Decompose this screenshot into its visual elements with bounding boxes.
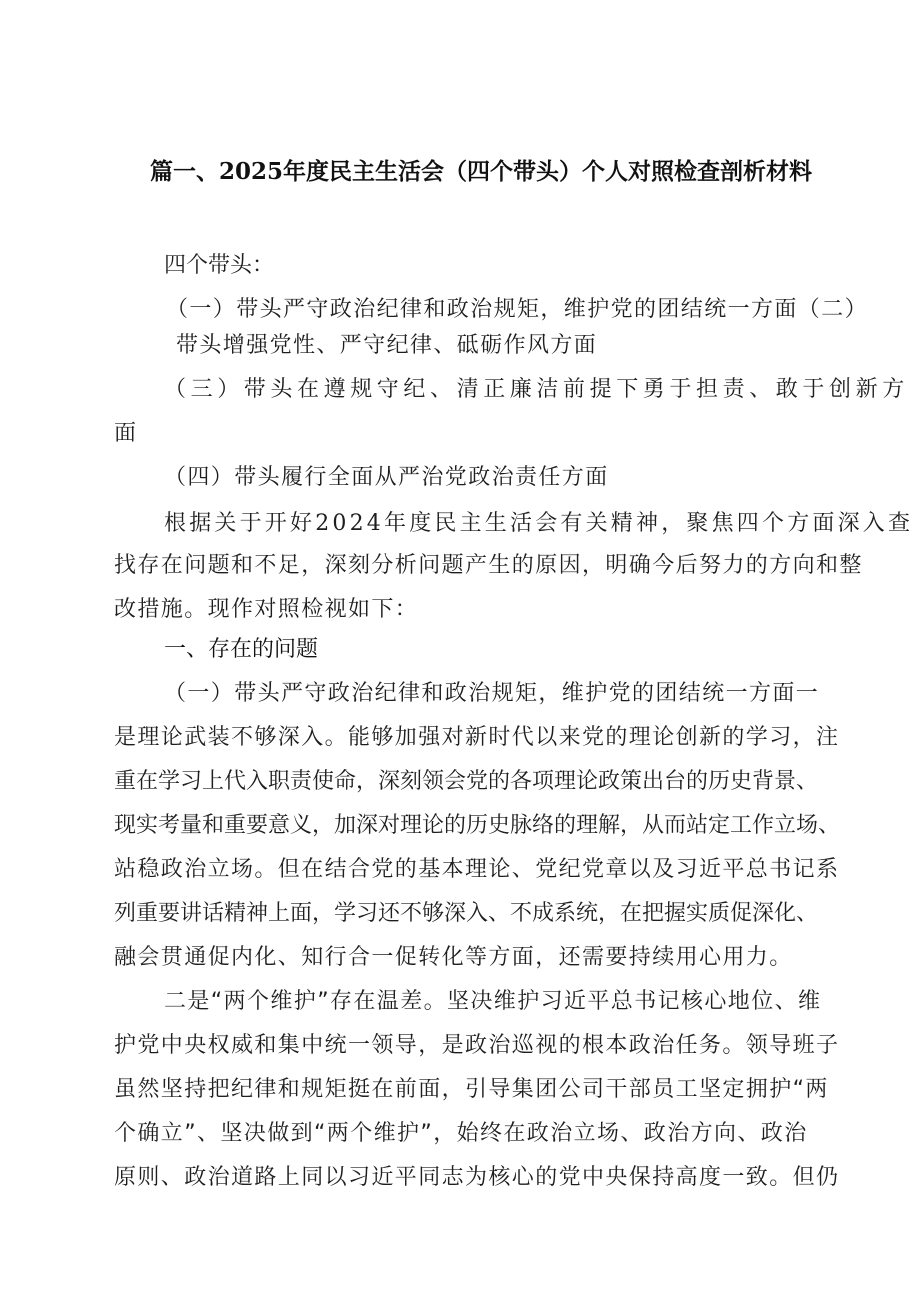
document-title: 篇一、2025年度民主生活会（四个带头）个人对照检查剖析材料	[150, 158, 813, 185]
section-1-p2-line-5: 原则、政治道路上同以习近平同志为核心的党中央保持高度一致。但仍	[114, 1165, 840, 1190]
intro-label: 四个带头：	[164, 253, 275, 278]
section-1-p2-line-2: 护党中央权威和集中统一领导，是政治巡视的根本政治任务。领导班子	[114, 1033, 840, 1058]
preface-line-3: 改措施。现作对照检视如下：	[114, 597, 419, 622]
section-1-p1-line-2: 是理论武装不够深入。能够加强对新时代以来党的理论创新的学习，注	[114, 725, 840, 750]
section-1-heading: 一、存在的问题	[164, 637, 319, 662]
section-1-p1-line-1: （一）带头严守政治纪律和政治规矩，维护党的团结统一方面一	[164, 681, 820, 706]
section-1-p1-line-5: 站稳政治立场。但在结合党的基本理论、党纪党章以及习近平总书记系	[114, 857, 840, 882]
item-3-line-2: 面	[114, 421, 137, 446]
section-1-p1-line-7: 融会贯通促内化、知行合一促转化等方面，还需要持续用心用力。	[114, 945, 793, 970]
section-1-p2-line-4: 个确立”、坚决做到“两个维护”，始终在政治立场、政治方向、政治	[114, 1121, 808, 1146]
section-1-p2-line-3: 虽然坚持把纪律和规矩挺在前面，引导集团公司干部员工坚定拥护“两	[114, 1077, 829, 1102]
preface-line-1: 根据关于开好2024年度民主生活会有关精神，聚焦四个方面深入查	[164, 511, 914, 536]
section-1-p2-line-1: 二是“两个维护”存在温差。坚决维护习近平总书记核心地位、维	[164, 989, 822, 1014]
section-1-p1-line-4: 现实考量和重要意义，加深对理论的历史脉络的理解，从而站定工作立场、	[114, 813, 841, 838]
preface-line-2: 找存在问题和不足，深刻分析问题产生的原因，明确今后努力的方向和整	[114, 553, 863, 578]
section-1-p1-line-6: 列重要讲话精神上面，学习还不够深入、不成系统，在把握实质促深化、	[114, 901, 819, 926]
item-4: （四）带头履行全面从严治党政治责任方面	[164, 465, 609, 490]
item-3-line-1: （三）带头在遵规守纪、清正廉洁前提下勇于担责、敢于创新方	[164, 377, 909, 402]
item-1-line-2: 带头增强党性、严守纪律、砥砺作风方面	[176, 333, 598, 358]
item-1-line-1: （一）带头严守政治纪律和政治规矩，维护党的团结统一方面（二）	[166, 297, 869, 322]
section-1-p1-line-3: 重在学习上代入职责使命，深刻领会党的各项理论政策出台的历史背景、	[114, 769, 819, 794]
